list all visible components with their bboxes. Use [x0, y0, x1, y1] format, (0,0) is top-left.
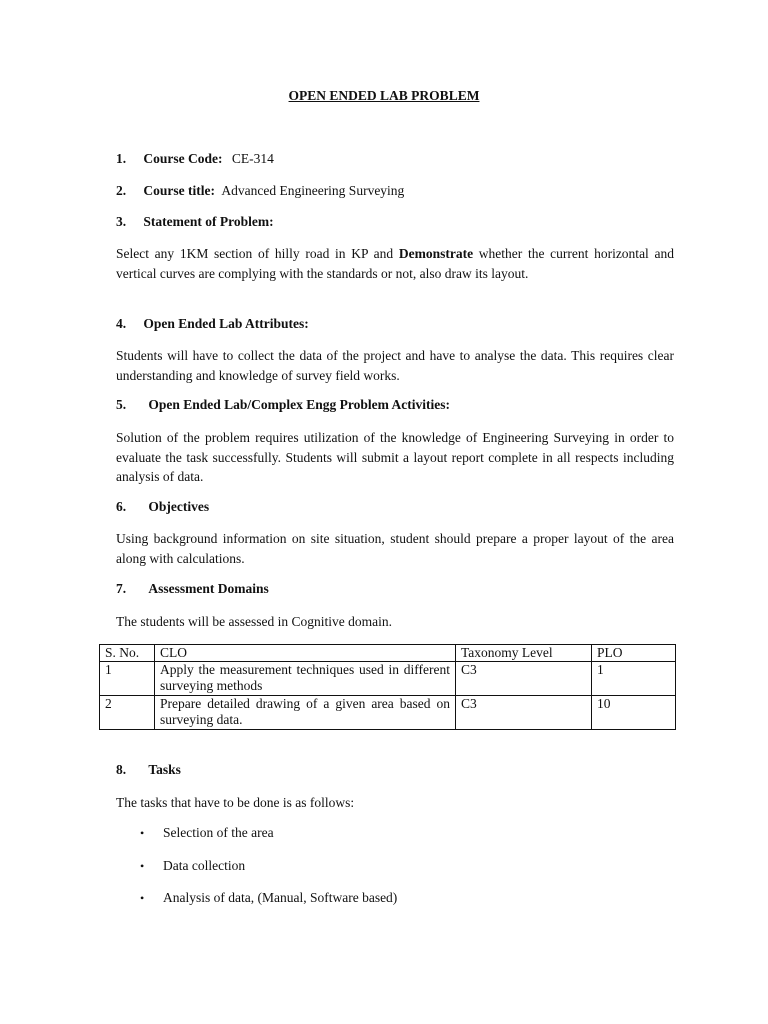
activities-heading	[116, 397, 450, 413]
bullet-icon: •	[140, 858, 145, 873]
section-number: 5.	[116, 397, 127, 412]
list-item	[116, 824, 397, 857]
tasks-heading	[116, 762, 181, 778]
statement-text-after: whether the current horizontal and vertical curves are complying with the standards or not, also draw its layout.	[116, 246, 674, 281]
document-title: OPEN ENDED LAB PROBLEM	[288, 88, 480, 103]
objectives-heading	[116, 499, 209, 515]
cell-clo: Prepare detailed drawing of a given area based on surveying data.	[155, 696, 456, 730]
cell-plo: 1	[592, 662, 676, 696]
activities-label: Open Ended Lab/Complex Engg Problem Activities:	[148, 397, 451, 412]
task-text: Data collection	[163, 857, 246, 873]
statement-heading	[116, 214, 274, 230]
task-text: Selection of the area	[163, 825, 274, 840]
header-taxonomy-level: Taxonomy Level	[456, 645, 592, 662]
header-plo: PLO	[592, 645, 676, 662]
statement-label: Statement of Problem:	[143, 214, 274, 229]
course-code-label: Course Code:	[143, 151, 223, 166]
course-code-value: CE-314	[231, 151, 274, 166]
clo-table	[99, 644, 676, 730]
attributes-label: Open Ended Lab Attributes:	[143, 316, 309, 331]
list-item	[116, 857, 397, 890]
cell-s-no: 2	[100, 696, 155, 730]
table-row	[100, 662, 676, 696]
assessment-label: Assessment Domains	[148, 581, 269, 596]
header-clo: CLO	[155, 645, 456, 662]
section-number: 3.	[116, 214, 127, 229]
activities-text: Solution of the problem requires utilization of the knowledge of Engineering Surveying in order to evaluate the task successfully. Students will submit a layout report complete in all respects including analysis of data.	[116, 430, 674, 484]
bullet-icon: •	[140, 826, 145, 840]
tasks-label: Tasks	[148, 762, 181, 777]
bullet-icon: •	[140, 891, 145, 905]
cell-clo: Apply the measurement techniques used in different surveying methods	[155, 662, 456, 696]
cell-taxonomy-level: C3	[456, 696, 592, 730]
cell-taxonomy-level: C3	[456, 662, 592, 696]
tasks-list	[116, 824, 397, 922]
section-number: 4.	[116, 316, 127, 331]
course-title-line	[116, 183, 404, 199]
objectives-text: Using background information on site situation, student should prepare a proper layout of the area along with calculations.	[116, 531, 674, 566]
objectives-label: Objectives	[148, 499, 210, 514]
statement-emphasis: Demonstrate	[398, 246, 474, 261]
statement-text-before: Select any 1KM section of hilly road in KP and	[116, 246, 399, 261]
section-number: 2.	[116, 183, 127, 198]
header-s-no: S. No.	[100, 645, 155, 662]
course-title-label: Course title:	[143, 183, 215, 198]
cell-s-no: 1	[100, 662, 155, 696]
table-row	[100, 696, 676, 730]
section-number: 8.	[116, 762, 127, 777]
tasks-intro: The tasks that have to be done is as follows:	[116, 795, 355, 810]
task-text: Analysis of data, (Manual, Software based)	[163, 890, 398, 905]
assessment-text: The students will be assessed in Cognitive domain.	[116, 614, 392, 629]
course-title-value: Advanced Engineering Surveying	[221, 183, 405, 198]
section-number: 7.	[116, 581, 127, 596]
section-number: 1.	[116, 151, 127, 166]
attributes-text: Students will have to collect the data of the project and have to analyse the data. This requires clear understanding and knowledge of survey field works.	[116, 348, 674, 383]
section-number: 6.	[116, 499, 127, 514]
assessment-heading	[116, 581, 269, 597]
table-header-row	[100, 645, 676, 662]
cell-plo: 10	[592, 696, 676, 730]
statement-text	[116, 244, 674, 283]
course-code-line	[116, 151, 274, 167]
attributes-heading	[116, 316, 309, 332]
list-item	[116, 889, 397, 922]
